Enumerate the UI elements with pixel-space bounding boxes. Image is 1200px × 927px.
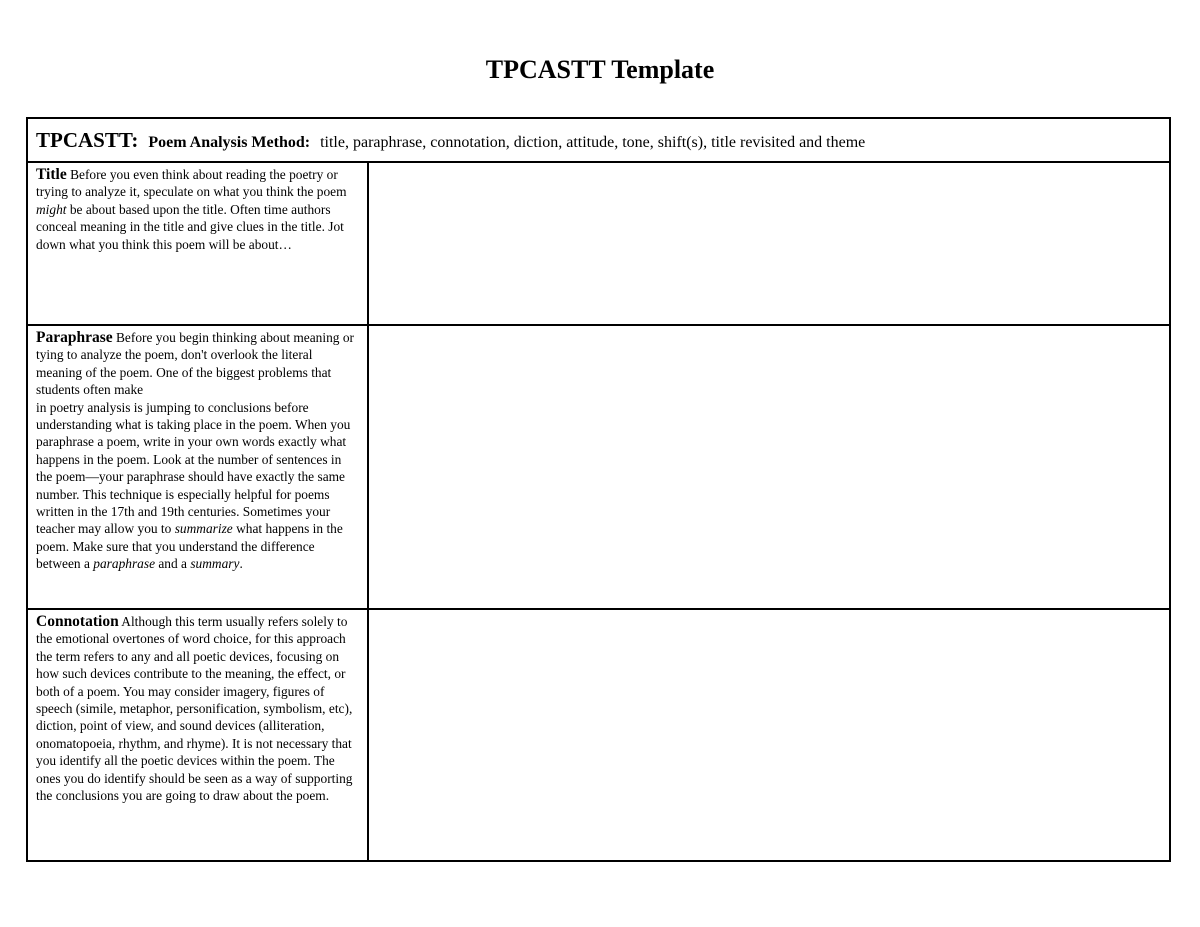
header-row xyxy=(27,118,1170,162)
connotation-prompt-cell xyxy=(27,609,368,861)
title-heading: Title xyxy=(36,166,67,183)
paraphrase-text-part-3: what happens in the poem. Make sure that you understand the difference between a xyxy=(36,521,343,572)
connotation-heading: Connotation xyxy=(36,613,119,630)
title-text-part-1: Before you even think about reading the poetry or trying to analyze it, speculate on what you think the poem xyxy=(36,167,347,200)
paraphrase-emphasis-paraphrase: paraphrase xyxy=(93,556,156,572)
header-method-list: title, paraphrase, connotation, diction, attitude, tone, shift(s), title revisited and theme xyxy=(320,133,866,151)
connotation-answer-cell[interactable] xyxy=(368,609,1170,861)
connotation-text: Although this term usually refers solely to the emotional overtones of word choice, for this approach the term refers to any and all poetic devices, focusing on how such devices contribute to the meaning, the effect, or both of a poem. You may consider imagery, figures of speech (simile, metaphor, personification, symbolism, etc), diction, point of view, and sound devices (alliteration, onomatopoeia, rhythm, and rhyme). It is not necessary that you identify all the poetic devices within the poem. The ones you do identify should be seen as a way of supporting the conclusions you are going to draw about the poem. xyxy=(36,614,353,804)
paraphrase-answer-cell[interactable] xyxy=(368,325,1170,609)
paraphrase-text-part-4: and a xyxy=(155,556,191,572)
paraphrase-text-part-1: Before you begin thinking about meaning or tying to analyze the poem, don't overlook the literal meaning of the poem. One of the biggest problems that students often make xyxy=(36,330,354,398)
paraphrase-emphasis-summary: summary xyxy=(190,556,240,572)
header-cell xyxy=(27,118,1170,162)
title-row xyxy=(27,162,1170,325)
paraphrase-row xyxy=(27,325,1170,609)
connotation-row xyxy=(27,609,1170,861)
title-answer-cell[interactable] xyxy=(368,162,1170,325)
paraphrase-text-part-5: . xyxy=(239,556,243,572)
paraphrase-text-part-2: in poetry analysis is jumping to conclusions before understanding what is taking place in the poem. When you paraphrase a poem, write in your own words exactly what happens in the poem. Look at the number of sentences in the poem—your paraphrase should have exactly the same number. This technique is especially helpful for poems written in the 17th and 19th centuries. Sometimes your teacher may allow you to xyxy=(36,399,351,537)
paraphrase-heading: Paraphrase xyxy=(36,329,113,346)
paraphrase-emphasis-summarize: summarize xyxy=(174,521,233,537)
header-acronym: TPCASTT xyxy=(36,127,132,152)
title-emphasis-might: might xyxy=(36,201,67,217)
title-text-part-2: be about based upon the title. Often time authors conceal meaning in the title and give clues in the title. Jot down what you think this poem will be about… xyxy=(36,201,344,252)
tpcastt-table xyxy=(26,117,1171,862)
header-colon: : xyxy=(131,127,139,152)
header-method-label: Poem Analysis Method: xyxy=(148,133,311,151)
paraphrase-prompt-cell xyxy=(27,325,368,609)
title-prompt-cell xyxy=(27,162,368,325)
document-title: TPCASTT Template xyxy=(485,55,715,84)
